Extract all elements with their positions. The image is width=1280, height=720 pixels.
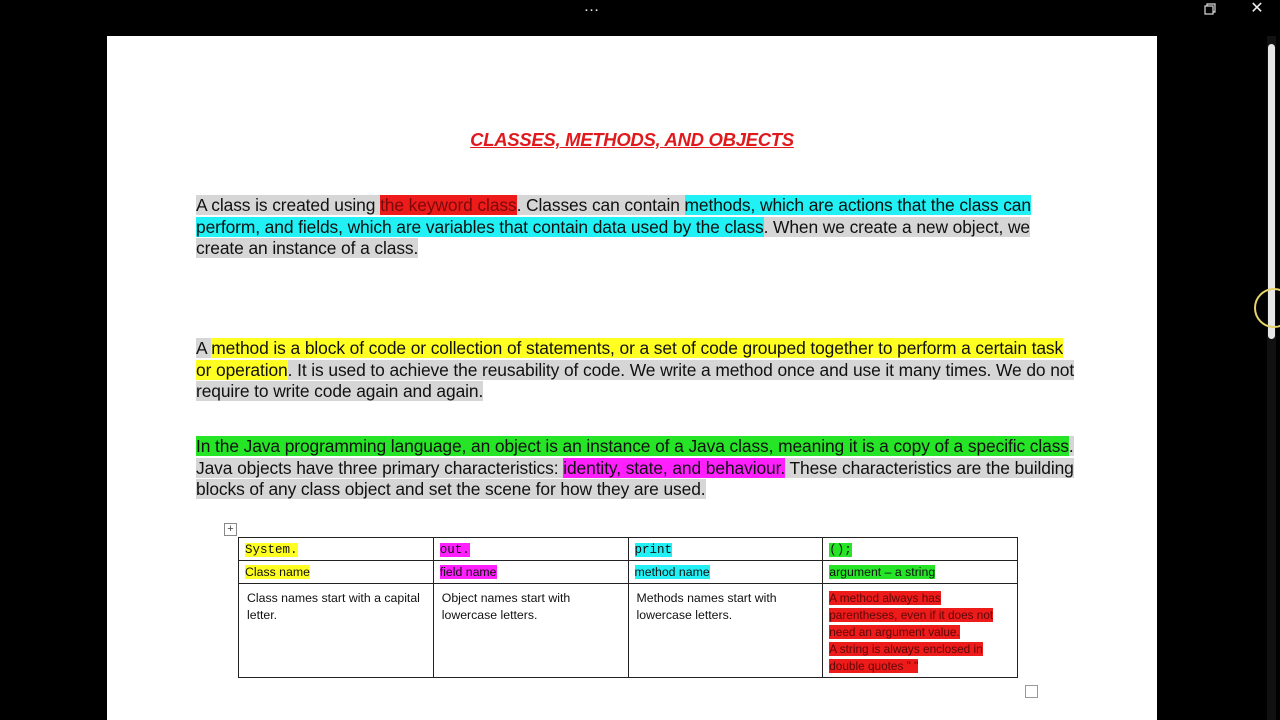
highlight-object-definition: In the Java programming language, an object is an instance of a Java class, meaning it is a copy of a specific class — [196, 436, 1069, 456]
table-row — [239, 584, 1018, 678]
paragraph-text: A class is created using — [196, 195, 381, 215]
paragraph-text: . Java objects have three primary characteristics: — [196, 436, 1074, 478]
paragraph-text: A — [196, 338, 212, 358]
note-line: parentheses, even if it does not — [829, 608, 994, 622]
table-cell — [628, 561, 823, 584]
highlight-characteristics: identity, state, and behaviour. — [563, 457, 786, 478]
note-line: need an argument value. — [829, 625, 960, 639]
label-argument: argument – a string — [829, 565, 936, 579]
more-options-icon[interactable]: … — [583, 0, 599, 15]
desc-method-name: Methods names start with lowercase letters. — [636, 591, 777, 622]
table-cell — [823, 584, 1018, 678]
table-resize-handle-icon[interactable] — [1025, 685, 1038, 698]
table-cell — [628, 538, 823, 561]
code-print: print — [634, 542, 673, 557]
table-cell — [433, 538, 628, 561]
code-system: System. — [245, 542, 298, 557]
note-line: A method always has — [829, 591, 941, 605]
desc-class-name: Class names start with a capital letter. — [247, 591, 420, 622]
table-row — [239, 538, 1018, 561]
code-parentheses: (); — [829, 542, 852, 557]
table-cell — [628, 584, 823, 678]
paragraph-methods — [196, 338, 1076, 403]
restore-window-icon[interactable] — [1204, 3, 1216, 15]
cursor-highlight-icon — [1254, 288, 1280, 328]
paragraph-text: . It is used to achieve the reusability of code. We write a method once and use it many times. We do not require to write code again and again. — [196, 359, 1075, 402]
code-out: out. — [439, 542, 470, 557]
document-title: CLASSES, METHODS, AND OBJECTS — [470, 129, 794, 150]
note-line: double quotes " " — [829, 659, 919, 673]
table-cell — [239, 538, 434, 561]
table-cell — [823, 561, 1018, 584]
highlight-method-definition: method is a block of code or collection of statements, or a set of code grouped together to perform a certain task or operation — [196, 338, 1064, 380]
paragraph-text: . Classes can contain — [516, 195, 685, 215]
label-field-name: field name — [439, 565, 497, 579]
table-cell — [823, 538, 1018, 561]
label-method-name: method name — [634, 565, 710, 579]
paragraph-objects — [196, 436, 1076, 501]
desc-argument-note — [829, 590, 1017, 675]
table-move-handle-icon[interactable]: + — [224, 523, 237, 536]
paragraph-classes — [196, 195, 1076, 260]
note-line: A string is always enclosed in — [829, 642, 983, 656]
highlight-methods-fields: methods, which are actions that the class can perform, and fields, which are variables that contain data used by the class — [196, 195, 1031, 237]
table-cell — [239, 584, 434, 678]
table-row — [239, 561, 1018, 584]
highlight-keyword-class: the keyword class — [380, 195, 517, 215]
paragraph-text: These characteristics are the building blocks of any class object and set the scene for how they are used. — [196, 457, 1074, 500]
table-cell — [433, 561, 628, 584]
paragraph-text: . When we create a new object, we create an instance of a class. — [196, 216, 1030, 259]
close-window-icon[interactable]: ✕ — [1250, 0, 1264, 17]
table-cell — [239, 561, 434, 584]
desc-object-name: Object names start with lowercase letters. — [441, 591, 571, 622]
window-titlebar — [0, 0, 1280, 20]
table-cell — [433, 584, 628, 678]
label-class-name: Class name — [245, 565, 310, 579]
code-breakdown-table — [238, 537, 1018, 678]
